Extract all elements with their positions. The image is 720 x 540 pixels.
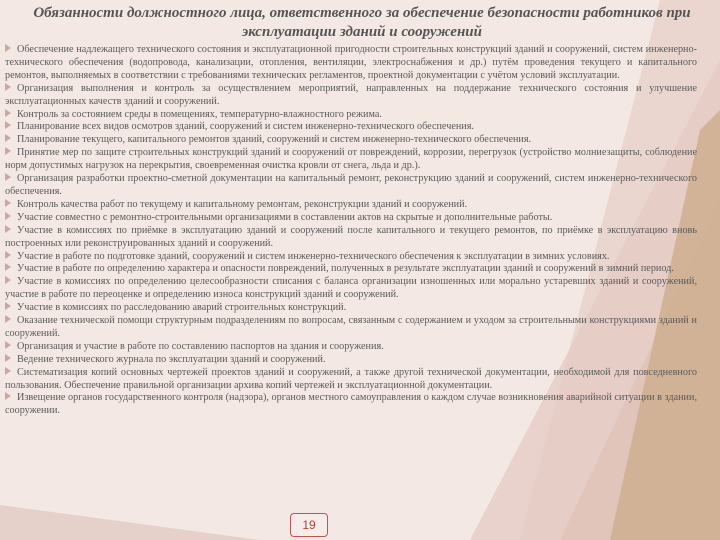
list-item: Принятие мер по защите строительных конструкций зданий и сооружений от повреждений, коррозии, перегрузок (устройство молниезащиты, соблюдение норм допустимых нагрузок на перекрытия, своевременная очистка кровли от снега, льда и др.). <box>5 147 697 172</box>
triangle-bullet-icon <box>5 263 11 271</box>
list-item: Участие в комиссиях по приёмке в эксплуатацию зданий и сооружений после капитального и текущего ремонтов, по приёмке в эксплуатацию вновь построенных или реконструированных зданий и сооружений. <box>5 224 697 249</box>
list-item: Организация выполнения и контроль за осуществлением мероприятий, направленных на поддержание технического состояния и улучшение эксплуатационных качеств зданий и сооружений. <box>5 82 697 107</box>
list-item: Планирование текущего, капитального ремонтов зданий, сооружений и систем инженерно-технического обеспечения. <box>5 134 697 147</box>
triangle-bullet-icon <box>5 225 11 233</box>
triangle-bullet-icon <box>5 392 11 400</box>
triangle-bullet-icon <box>5 173 11 181</box>
list-item: Участие в комиссиях по расследованию аварий строительных конструкций. <box>5 302 697 315</box>
list-item: Планирование всех видов осмотров зданий, сооружений и систем инженерно-технического обеспечения. <box>5 121 697 134</box>
triangle-bullet-icon <box>5 251 11 259</box>
triangle-bullet-icon <box>5 199 11 207</box>
triangle-bullet-icon <box>5 121 11 129</box>
list-item: Участие в работе по определению характера и опасности повреждений, полученных в результате эксплуатации зданий и сооружений в зимний период. <box>5 263 697 276</box>
list-item: Контроль за состоянием среды в помещениях, температурно-влажностного режима. <box>5 109 697 122</box>
list-item: Контроль качества работ по текущему и капитальному ремонтам, реконструкции зданий и сооружений. <box>5 199 697 212</box>
list-item: Участие в работе по подготовке зданий, сооружений и систем инженерно-технического обеспечения к эксплуатации в зимних условиях. <box>5 251 697 264</box>
list-item: Оказание технической помощи структурным подразделениям по вопросам, связанным с содержанием и уходом за строительными конструкциями зданий и сооружений. <box>5 315 697 339</box>
triangle-bullet-icon <box>5 354 11 362</box>
triangle-bullet-icon <box>5 109 11 117</box>
list-item: Участие совместно с ремонтно-строительными организациями в составлении актов на скрытые и дополнительные работы. <box>5 212 697 225</box>
list-item: Организация и участие в работе по составлению паспортов на здания и сооружения. <box>5 341 697 354</box>
triangle-bullet-icon <box>5 134 11 142</box>
triangle-bullet-icon <box>5 341 11 349</box>
triangle-bullet-icon <box>5 147 11 155</box>
list-item: Извещение органов государственного контроля (надзора), органов местного самоуправления о каждом случае возникновения аварийной ситуации в здании, сооружении. <box>5 392 697 417</box>
triangle-bullet-icon <box>5 212 11 220</box>
list-item: Организация разработки проектно-сметной документации на капитальный ремонт, реконструкцию зданий и сооружений, систем инженерно-технического обеспечения. <box>5 173 697 197</box>
slide-title: Обязанности должностного лица, ответственного за обеспечение безопасности работников при эксплуатации зданий и сооружений <box>33 5 691 40</box>
triangle-bullet-icon <box>5 276 11 284</box>
duties-list <box>5 44 697 418</box>
triangle-bullet-icon <box>5 302 11 310</box>
triangle-bullet-icon <box>5 367 11 375</box>
triangle-bullet-icon <box>5 83 11 91</box>
list-item: Обеспечение надлежащего технического состояния и эксплуатационной пригодности строительных конструкций зданий и сооружений, систем инженерно-технического обеспечения (водопровода, канализации, отопления, вентиляции, электроснабжения и др.) путём проведения текущего и капитального ремонтов, выполняемых в соответствии с требованиями технических регламентов, проектной документации с учётом условий эксплуатации. <box>5 44 697 81</box>
triangle-bullet-icon <box>5 44 11 52</box>
page-number-badge: 19 <box>290 513 328 537</box>
list-item: Участие в комиссиях по определению целесообразности списания с баланса организации изношенных или морально устаревших зданий и сооружений, участие в работе по переоценке и определению износа конструкций зданий и сооружений. <box>5 276 697 301</box>
list-item: Систематизация копий основных чертежей проектов зданий и сооружений, а также другой технической документации, необходимой для повседневного пользования. Обеспечение правильной организации архива копий чертежей и эксплуатационной документации. <box>5 366 697 391</box>
triangle-bullet-icon <box>5 315 11 323</box>
list-item: Ведение технического журнала по эксплуатации зданий и сооружений. <box>5 354 697 367</box>
